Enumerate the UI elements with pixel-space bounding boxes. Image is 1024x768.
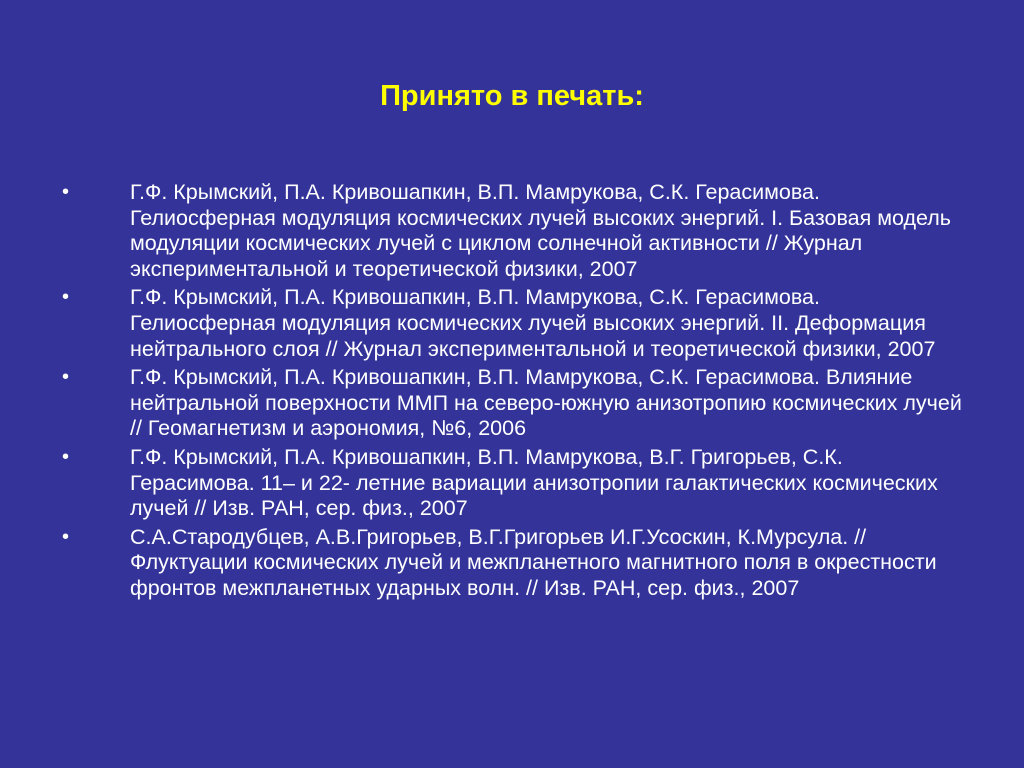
slide-title: Принято в печать: <box>380 80 644 112</box>
list-item <box>62 180 962 282</box>
bullet-icon: • <box>62 181 70 203</box>
reference-text: Г.Ф. Крымский, П.А. Кривошапкин, В.П. Мамрукова, С.К. Герасимова. Влияние нейтральной поверхности ММП на северо-южную анизотропию космических лучей // Геомагнетизм и аэрономия, №6, 2006 <box>130 365 962 441</box>
reference-text: Г.Ф. Крымский, П.А. Кривошапкин, В.П. Мамрукова, С.К. Герасимова. Гелиосферная модуляция космических лучей высоких энергий. I. Базовая модель модуляции космических лучей с циклом солнечной активности // Журнал экспериментальной и теоретической физики, 2007 <box>130 180 952 281</box>
list-item <box>62 285 962 362</box>
reference-text: С.А.Стародубцев, А.В.Григорьев, В.Г.Григорьев И.Г.Усоскин, К.Мурсула. //Флуктуации космических лучей и межпланетного магнитного поля в окрестности фронтов межпланетных ударных волн. // Изв. РАН, сер. физ., 2007 <box>130 524 937 600</box>
list-item <box>62 365 962 442</box>
reference-text: Г.Ф. Крымский, П.А. Кривошапкин, В.П. Мамрукова, В.Г. Григорьев, С.К. Герасимова. 11– и 22- летние вариации анизотропии галактических космических лучей // Изв. РАН, сер. физ., 2007 <box>130 444 938 521</box>
bullet-icon: • <box>62 286 70 309</box>
bullet-icon: • <box>62 366 70 389</box>
list-item <box>62 445 962 522</box>
bullet-icon: • <box>62 445 70 468</box>
bullet-icon: • <box>62 525 70 548</box>
reference-list <box>62 180 962 605</box>
list-item <box>62 525 962 602</box>
reference-text: Г.Ф. Крымский, П.А. Кривошапкин, В.П. Мамрукова, С.К. Герасимова. Гелиосферная модуляция космических лучей высоких энергий. II. Деформация нейтрального слоя // Журнал экспериментальной и теоретической физики, 2007 <box>130 285 936 361</box>
